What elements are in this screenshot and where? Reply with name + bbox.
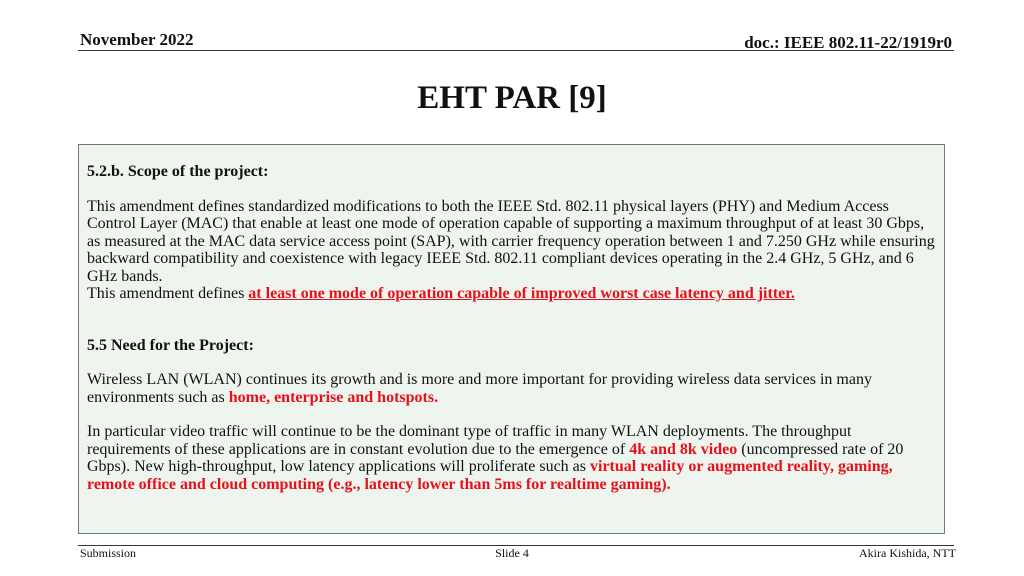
scope-latency-prefix: This amendment defines [87,285,249,302]
need-p1-prefix: Wireless LAN (WLAN) continues its growth and is more and more important for providing wireless data services in many environments such as [87,371,872,406]
header-date: November 2022 [80,30,194,49]
need-p2-highlight-apps: virtual reality or augmented reality, gaming, remote office and cloud computing (e.g., latency lower than 5ms for realtime gaming). [87,458,893,493]
need-p2-middle: (uncompressed rate of 20 Gbps). New high-throughput, low latency applications will proliferate such as [87,440,904,475]
header-divider [78,50,954,51]
need-heading: 5.5 Need for the Project: [87,336,254,354]
spacer [87,354,936,371]
scope-paragraph: This amendment defines standardized modifications to both the IEEE Std. 802.11 physical layers (PHY) and Medium Access Control Layer (MAC) that enable at least one mode of operation capable of supporting a maximum throughput of at least 30 Gbps, as measured at the MAC data service access point (SAP), with carrier frequency operation between 1 and 7.250 GHz while ensuring backward compatibility and coexistence with legacy IEEE Std. 802.11 compliant devices operating in the 2.4 GHz, 5 GHz, and 6 GHz bands. [87,197,935,285]
header-doc-id: doc.: IEEE 802.11-22/1919r0 [744,33,952,52]
spacer [87,181,936,198]
need-p2-prefix: In particular video traffic will continue to be the dominant type of traffic in many WLAN deployments. The throughput requirements of these applications are in constant evolution due to the emergence of [87,423,852,458]
scope-heading: 5.2.b. Scope of the project: [87,163,269,180]
need-p2-highlight-video: 4k and 8k video [629,440,738,458]
need-paragraph-2 [87,423,936,493]
slide-title: EHT PAR [9] [417,80,607,116]
footer-slide-number: Slide 4 [495,546,529,560]
need-paragraph-1 [87,371,936,406]
content-box [78,144,945,534]
scope-latency-highlight: at least one mode of operation capable of improved worst case latency and jitter. [248,285,795,302]
spacer [87,303,936,337]
footer-author: Akira Kishida, NTT [859,546,956,560]
footer-submission: Submission [80,546,137,560]
need-p1-highlight: home, enterprise and hotspots. [228,388,439,406]
scope-latency-paragraph [87,285,936,303]
spacer [87,406,936,423]
